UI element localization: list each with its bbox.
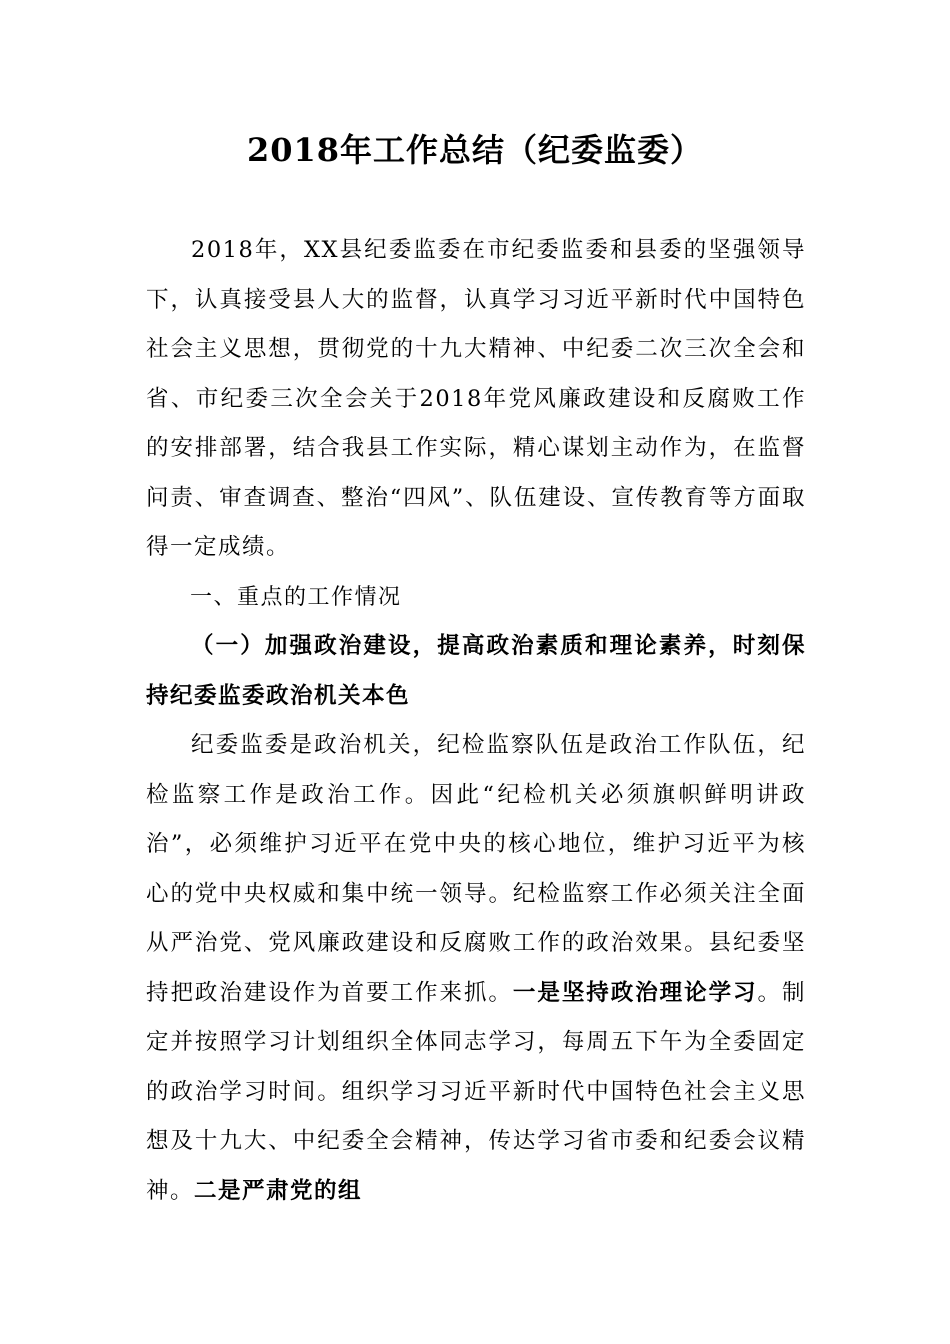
- body-paragraph: [146, 721, 806, 1216]
- document-body: [146, 226, 806, 1216]
- bold-point-1: 一是坚持政治理论学习: [512, 979, 758, 1006]
- document-title: 2018年工作总结（纪委监委）: [246, 131, 704, 169]
- intro-paragraph: 2018年，XX县纪委监委在市纪委监委和县委的坚强领导下，认真接受县人大的监督，认真学习习近平新时代中国特色社会主义思想，贯彻党的十九大精神、中纪委二次三次全会和省、市纪委三次全会关于2018年党风廉政建设和反腐败工作的安排部署，结合我县工作实际，精心谋划主动作为，在监督问责、审查调查、整治“四风”、队伍建设、宣传教育等方面取得一定成绩。: [146, 237, 806, 560]
- subsection-heading: （一）加强政治建设，提高政治素质和理论素养，时刻保持纪委监委政治机关本色: [146, 633, 806, 709]
- paragraph-text: 纪委监委是政治机关，纪检监察队伍是政治工作队伍，纪检监察工作是政治工作。因此“纪检机关必须旗帜鲜明讲政治”，必须维护习近平在党中央的核心地位，维护习近平为核心的党中央权威和集中统一领导。纪检监察工作必须关注全面从严治党、党风廉政建设和反腐败工作的政治效果。县纪委坚持把政治建设作为首要工作来抓。: [146, 732, 806, 1006]
- paragraph-text-continued: 。制定并按照学习计划组织全体同志学习，每周五下午为全委固定的政治学习时间。组织学习习近平新时代中国特色社会主义思想及十九大、中纪委全会精神，传达学习省市委和纪委会议精神。: [146, 979, 806, 1204]
- section-heading: 一、重点的工作情况: [190, 584, 402, 610]
- bold-point-2: 二是严肃党的组: [194, 1177, 363, 1204]
